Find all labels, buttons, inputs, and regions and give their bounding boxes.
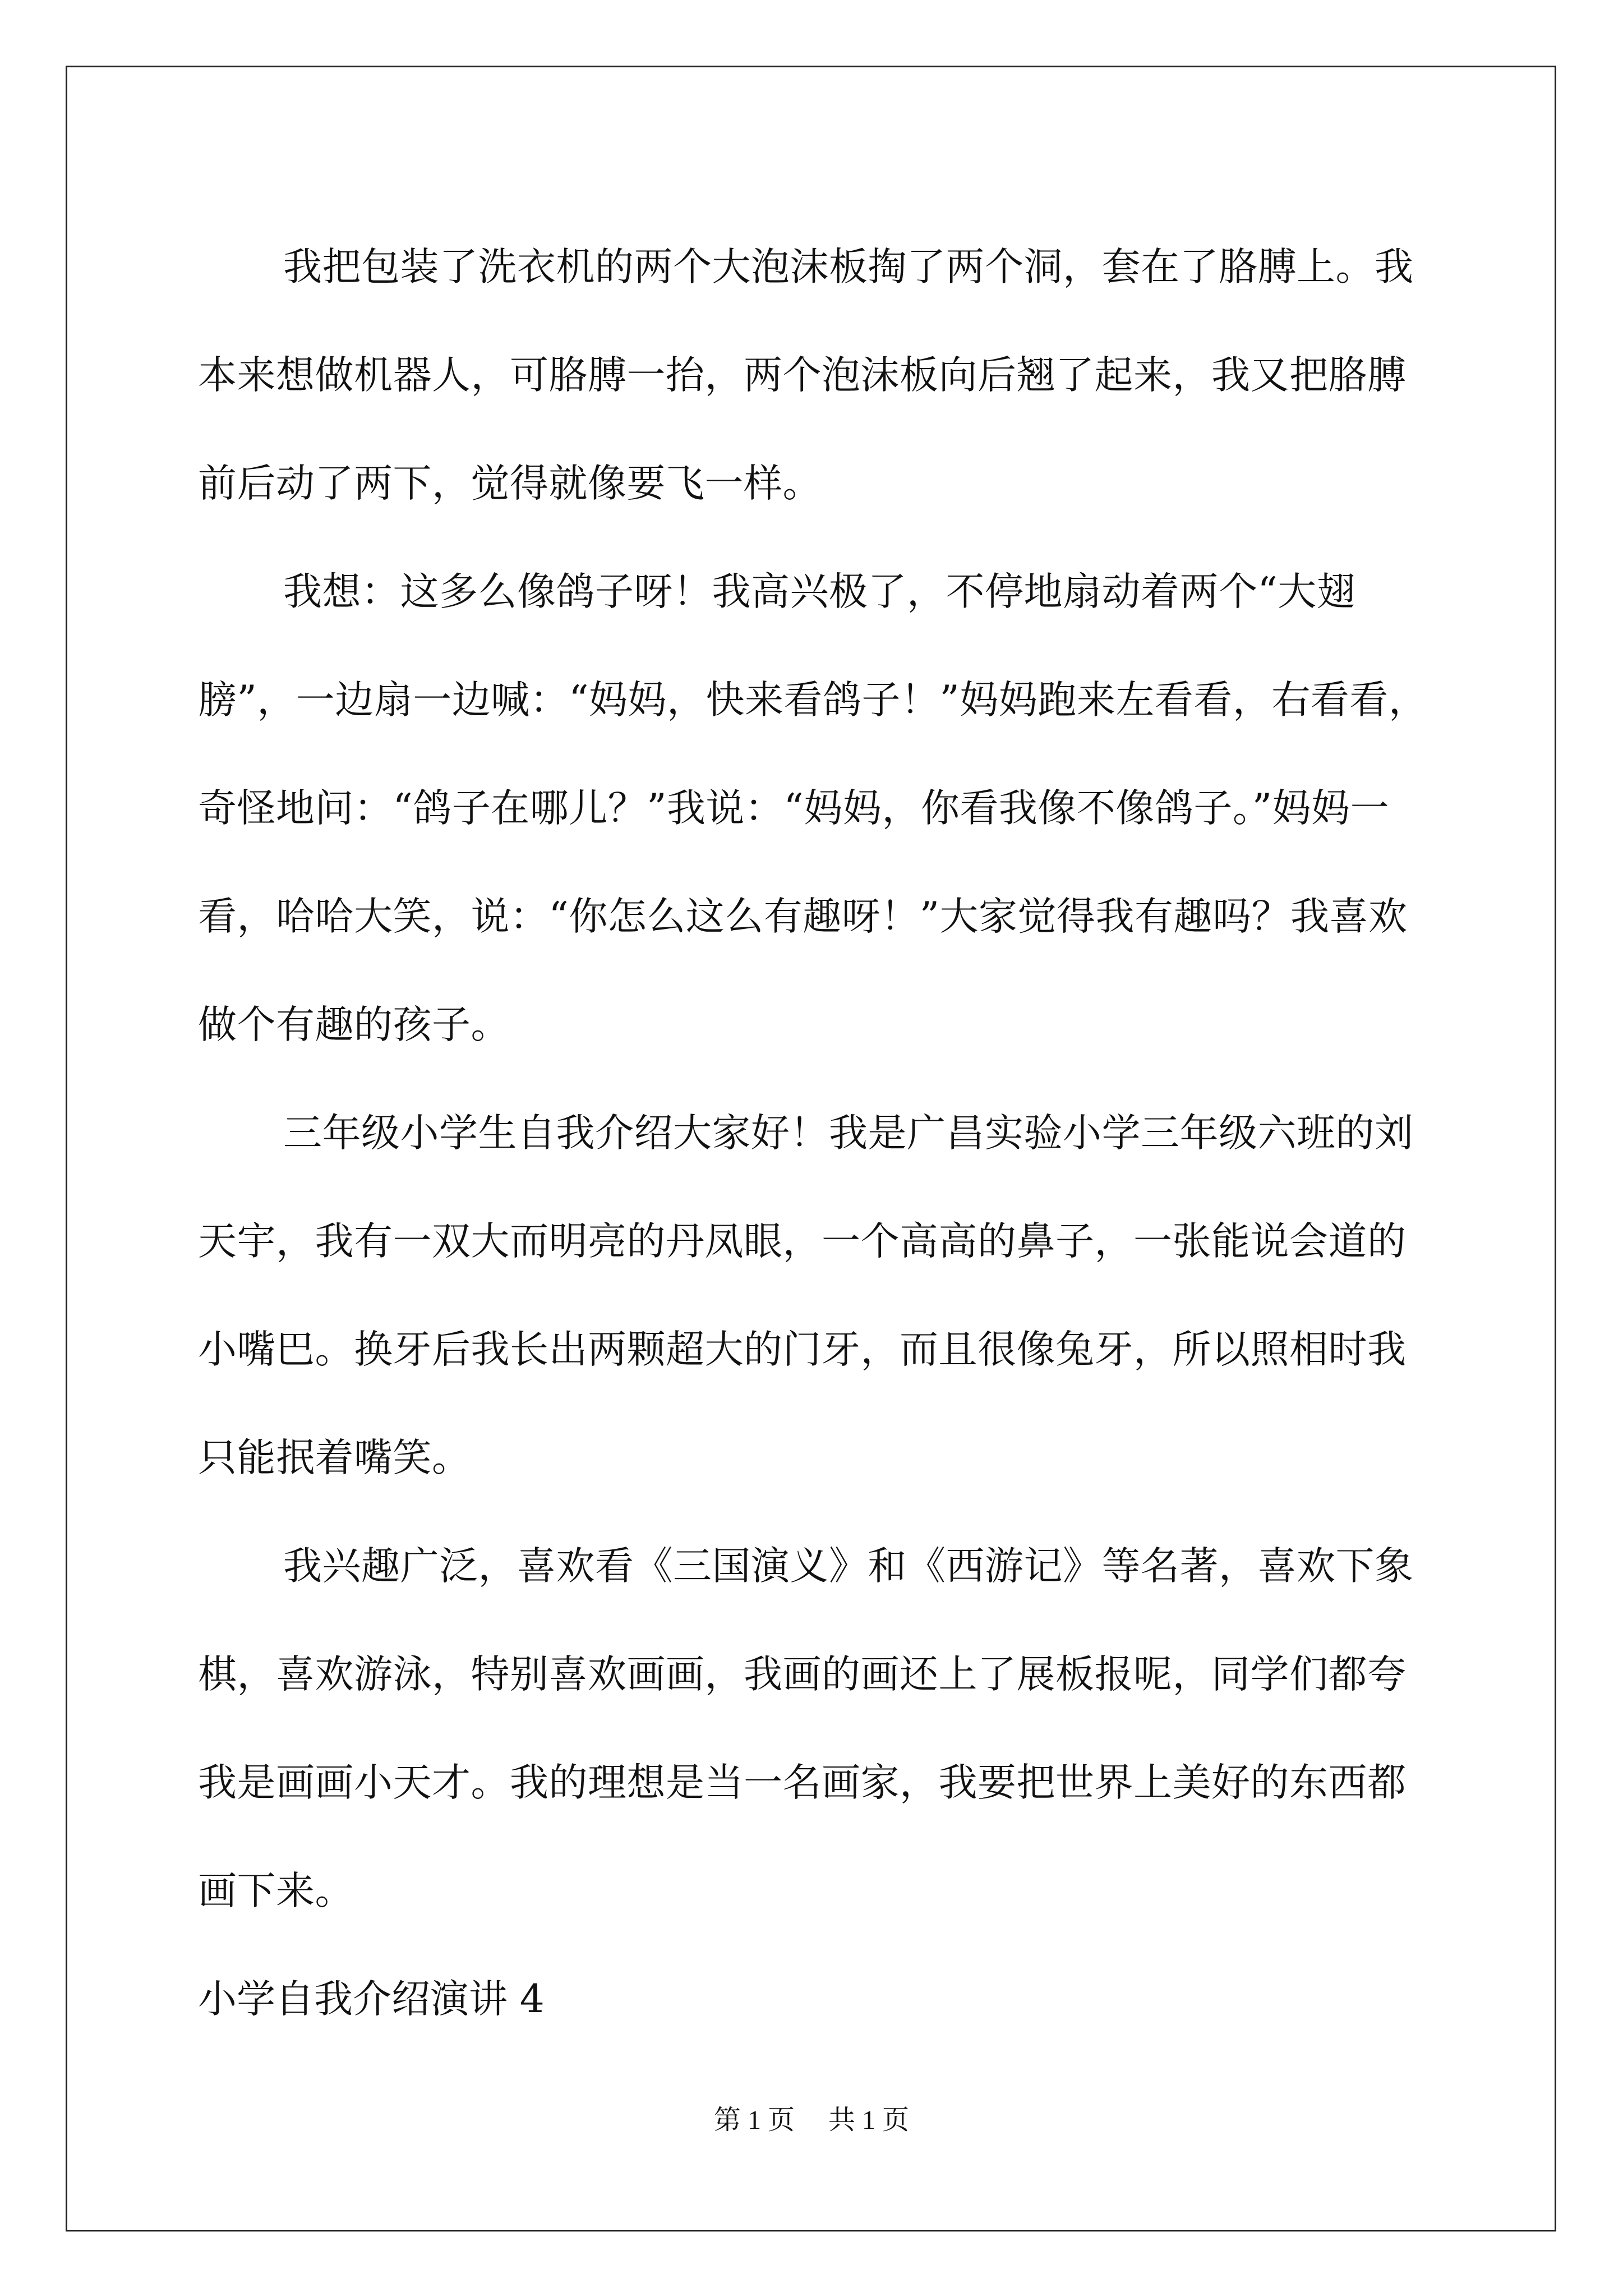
page-total: 共 1 页 [828,2105,910,2135]
paragraph-1: 我把包装了洗衣机的两个大泡沫板掏了两个洞，套在了胳膊上。我本来想做机器人，可胳膊一抬，两个泡沫板向后翘了起来，我又把胳膊前后动了两下，觉得就像要飞一样。 [198,245,1414,506]
paragraph-4: 我兴趣广泛，喜欢看《三国演义》和《西游记》等名著，喜欢下象棋，喜欢游泳，特别喜欢画画，我画的画还上了展板报呢，同学们都夸我是画画小天才。我的理想是当一名画家，我要把世界上美好的东西都画下来。 [198,1544,1414,1913]
document-body [198,213,1432,2054]
page-footer [0,2098,1623,2137]
page-number: 第 1 页 [713,2105,795,2135]
section-heading: 小学自我介绍演讲 4 [198,1977,545,2022]
paragraph-2: 我想：这多么像鸽子呀！我高兴极了，不停地扇动着两个“大翅膀”，一边扇一边喊：“妈妈，快来看鸽子！”妈妈跑来左看看，右看看，奇怪地问：“鸽子在哪儿？”我说：“妈妈，你看我像不像鸽子。”妈妈一看，哈哈大笑，说：“你怎么这么有趣呀！”大家觉得我有趣吗？我喜欢做个有趣的孩子。 [198,569,1428,1047]
paragraph-3: 三年级小学生自我介绍大家好！我是广昌实验小学三年级六班的刘天宇，我有一双大而明亮的丹凤眼，一个高高的鼻子，一张能说会道的小嘴巴。换牙后我长出两颗超大的门牙，而且很像兔牙，所以照相时我只能抿着嘴笑。 [198,1111,1414,1480]
